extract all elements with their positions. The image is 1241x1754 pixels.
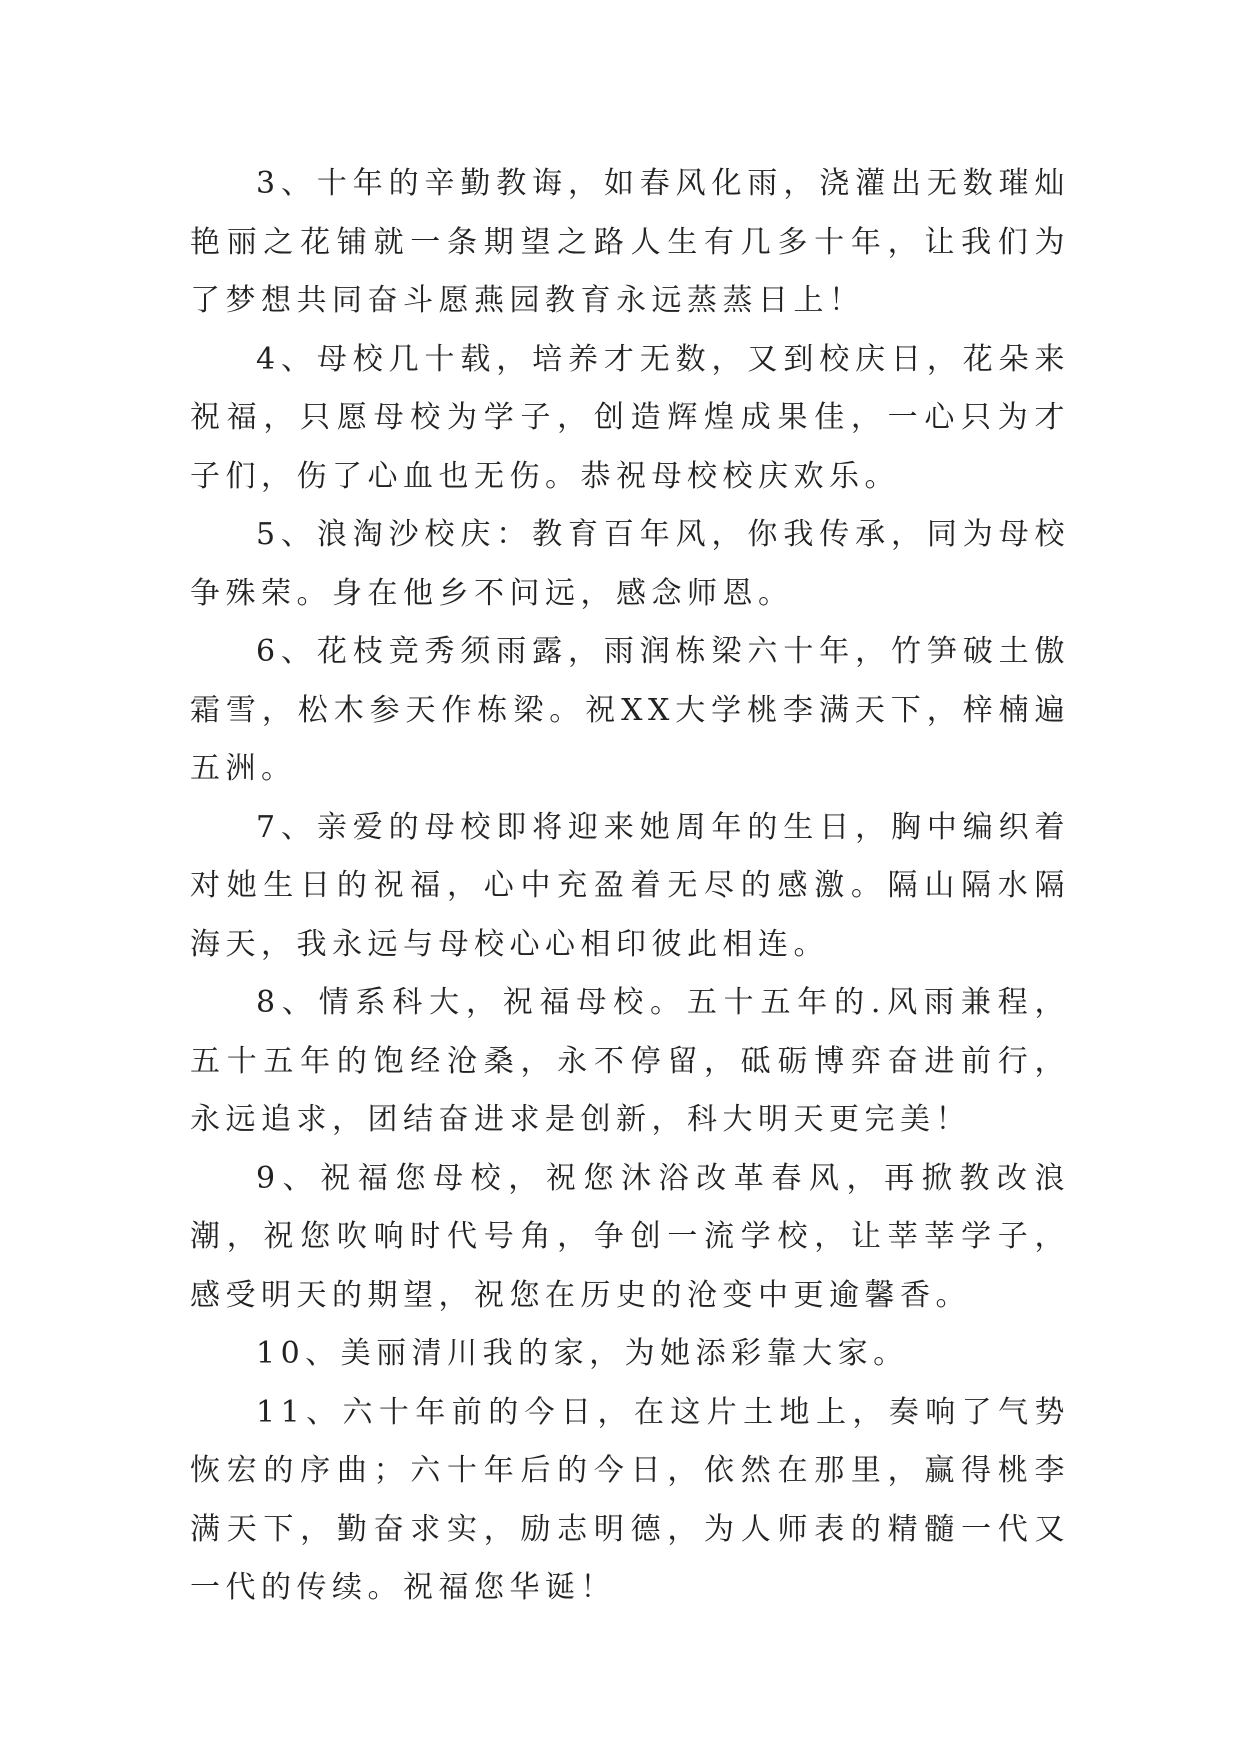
paragraph-10: 10、美丽清川我的家，为她添彩靠大家。	[256, 1336, 909, 1371]
paragraph-6: 6、花枝竞秀须雨露，雨润栋梁六十年，竹笋破土傲霜雪，松木参天作栋梁。祝XX大学桃李满天下，梓楠遍五洲。	[190, 634, 1070, 786]
paragraph-8: 8、情系科大，祝福母校。五十五年的.风雨兼程，五十五年的饱经沧桑，永不停留，砥砺博弈奋进前行，永远追求，团结奋进求是创新，科大明天更完美！	[190, 985, 1070, 1137]
paragraph-7: 7、亲爱的母校即将迎来她周年的生日，胸中编织着对她生日的祝福，心中充盈着无尽的感激。隔山隔水隔海天，我永远与母校心心相印彼此相连。	[190, 809, 1070, 962]
paragraph-5: 5、浪淘沙校庆：教育百年风，你我传承，同为母校争殊荣。身在他乡不问远，感念师恩。	[190, 517, 1070, 611]
paragraph-3: 3、十年的辛勤教诲，如春风化雨，浇灌出无数璀灿艳丽之花铺就一条期望之路人生有几多十年，让我们为了梦想共同奋斗愿燕园教育永远蒸蒸日上！	[190, 166, 1070, 318]
paragraph-4: 4、母校几十载，培养才无数，又到校庆日，花朵来祝福，只愿母校为学子，创造辉煌成果佳，一心只为才子们，伤了心血也无伤。恭祝母校校庆欢乐。	[190, 341, 1070, 494]
paragraph-11: 11、六十年前的今日，在这片土地上，奏响了气势恢宏的序曲；六十年后的今日，依然在那里，赢得桃李满天下，勤奋求实，励志明德，为人师表的精髓一代又一代的传续。祝福您华诞！	[190, 1394, 1070, 1605]
document-body	[190, 155, 1070, 1618]
paragraph-9: 9、祝福您母校，祝您沐浴改革春风，再掀教改浪潮，祝您吹响时代号角，争创一流学校，让莘莘学子，感受明天的期望，祝您在历史的沧变中更逾馨香。	[190, 1160, 1070, 1313]
